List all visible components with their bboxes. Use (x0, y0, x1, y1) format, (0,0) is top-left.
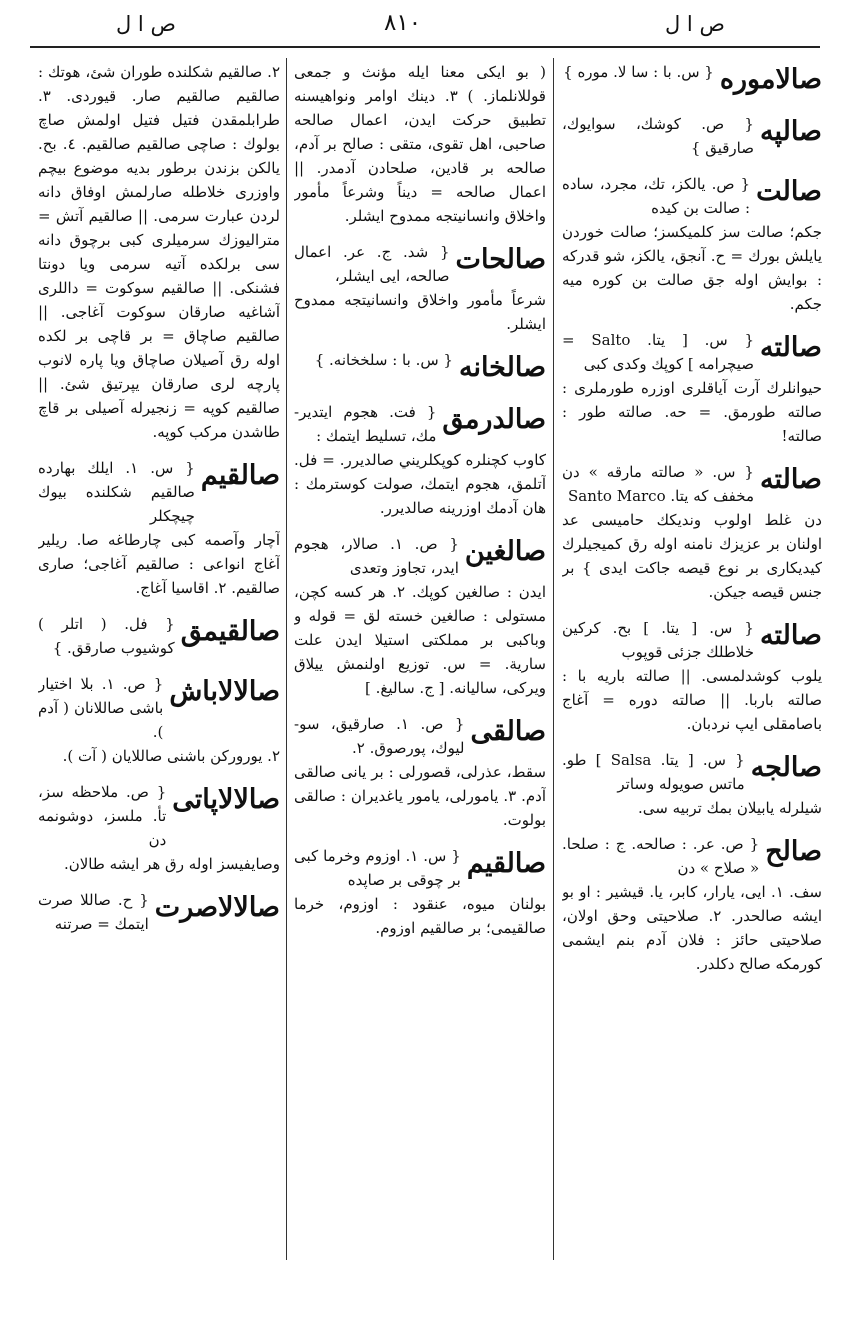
dictionary-entry (562, 112, 822, 160)
entry-continuation: سف. ١. ايى، يارار، كابر، يا. قيشير : او بو ايشه صالحدر. ٢. صلاحيتى وحق اولان، صلاحيتى حائز : فلان آدم بنم ايشمى كورمكه صالح دكلدر. (562, 883, 822, 973)
dictionary-entry (562, 616, 822, 664)
entry-headword: صالقيم (466, 848, 546, 879)
entry-definition: { ص. ١. صارقيق، سو- ليوك، پورصوق. ٢. (294, 715, 465, 757)
column-right (562, 60, 822, 1260)
entry-headword: صالته (759, 464, 822, 495)
entry-headword: صالجه (750, 752, 822, 783)
entry-headword: صالدرمق (442, 404, 546, 435)
entry-headword: صالقيمق (180, 616, 280, 647)
entry-definition: { س. ١. ايلك بهارده صالقيم شكلنده بيوك چيچكلر (38, 459, 195, 525)
entry-continuation: ايدن : صالغين كوپك. ٢. هر كسه كچن، مستولى : صالغين خسته لق = قوله و وباكبى بر مملكتى استيلا ايدن علت سارية. = س. توزيع اولنمش ييلاق ويركى، ساليانه. [ ج. ساليغ. ] (294, 583, 546, 697)
dictionary-entry (38, 456, 280, 528)
dictionary-entry (562, 60, 822, 100)
entry-definition: { ص. عر. : صالحه. ج : صلحا. « صلاح » دن (562, 835, 760, 877)
entry-definition: { ص. ١. صالار، هجوم ايدر، تجاوز وتعدى (294, 535, 459, 577)
entry-headword: صالت (756, 176, 822, 207)
entry-definition: { س. [ يتا. Salsa ] طو. ماتس صويوله وساتر (562, 751, 745, 793)
entry-definition: { ص. كوشك، سوايوك، صارقيق } (562, 115, 754, 157)
dictionary-entry (294, 844, 546, 892)
entry-definition: { س. با : سا لا. موره } (563, 63, 714, 81)
dictionary-entry (294, 712, 546, 760)
entry-continuation: بولنان ميوه، عنقود : اوزوم، خرما صالقيمى؛ بر صالقيم اوزوم. (294, 895, 546, 937)
entry-continuation: سقط، عذرلى، قصورلى : بر يانى صالقى آدم. ٣. يامورلى، يامور ياغديران : صالقى بولوت. (294, 763, 546, 829)
running-head-right: ص ا ل (665, 12, 725, 36)
dictionary-entry (38, 612, 280, 660)
running-head-left: ص ا ل (116, 12, 176, 36)
entry-headword: صالته (759, 620, 822, 651)
dictionary-entry (38, 672, 280, 744)
entry-definition: { س. با : سلخخانه. } (314, 351, 453, 369)
entry-continuation: كاوب كچنلره كوپكلريني صالديرر. = فل. آتلمق، هجوم ايتمك، صولت كوسترمك : هان آدمك اوزرينه صالديرر. (294, 451, 546, 517)
entry-headword: صالپه (759, 116, 822, 147)
column-middle (294, 60, 546, 1260)
entry-headword: صالقى (470, 716, 546, 747)
entry-definition: { س. [ يتا. Salto = صيچرامه ] كوپك وكدى كبى (562, 331, 754, 373)
entry-continuation: يلوب كوشدلمسى. || صالته باريه با : صالته باربا. || صالته دوره = آغاج باصامقلى ايپ نردبان. (562, 667, 822, 733)
dictionary-entry (294, 240, 546, 288)
dictionary-entry (562, 328, 822, 376)
dictionary-entry (562, 748, 822, 796)
entry-headword: صالالاپاتى (172, 784, 280, 815)
dictionary-entry (38, 888, 280, 936)
entry-headword: صالته (759, 332, 822, 363)
page-header (0, 0, 850, 44)
entry-continuation: شرعاً مأمور واخلاق وانسانيتجه ممدوح ايشلر. (294, 291, 546, 333)
entry-definition: { ص. يالكز، تك، مجرد، ساده : صالت بن كيده (562, 175, 751, 217)
entry-definition: { ص. ملاحظه سز، تأ. ملسز، دوشونمه دن (38, 783, 167, 849)
entry-continuation: ٢. يوروركن باشنى صاللايان ( آت ). (62, 747, 280, 765)
entry-definition: { فل. ( اتلر ) كوشيوب صارقق. } (38, 615, 175, 657)
entry-definition: { فت. هجوم ايتدير- مك، تسليط ايتمك : (294, 403, 437, 445)
entry-definition: { ح. صاللا صرت ايتمك = صرتنه (38, 891, 149, 933)
entry-headword: صالقيم (200, 460, 280, 491)
entry-continuation: ( بو ايكى معنا ايله مؤنث و جمعى قوللانلماز. ) ٣. دينك اوامر ونواهيسنه تطبيق حركت ايدن، اعمال صالحه صاحبى، اهل تقوى، متقى : صالح بر آدم، صالحه بر قادين، صلحادن آدمدر. || اعمال صالحه = ديناً وشرعاً مأمور واخلاق وانسانيتجه ممدوح ايشلر. (294, 63, 546, 225)
page-number: ۸۱۰ (384, 10, 422, 36)
entry-definition: { س. ١. اوزوم وخرما كبى بر چوقى بر صاپده (294, 847, 461, 889)
dictionary-entry (562, 172, 822, 220)
header-rule (30, 46, 820, 48)
dictionary-entry (294, 532, 546, 580)
entry-continuation: دن غلط اولوب ونديكك حاميسى عد اولنان بر عزيزك نامنه اوله رق كميجيلرك كيديكارى بر نوع قيصه جاكت ايدى } بر جنس قيصه جيكن. (562, 511, 822, 601)
column-divider (553, 58, 554, 1260)
entry-headword: صالالاباش (169, 676, 280, 707)
dictionary-entry (38, 780, 280, 852)
entry-continuation: جكم؛ صالت سز كلميكسز؛ صالت خوردن يايلش بورك = ح. آنجق، يالكز، شو قدركه : بوايش اوله جق صالت بن كوره ميه جكم. (562, 223, 822, 313)
entry-headword: صالحات (455, 244, 546, 275)
column-divider (286, 58, 287, 1260)
dictionary-entry (294, 348, 546, 388)
entry-headword: صالاموره (719, 64, 822, 95)
entry-continuation: حيوانلرك آرت آياقلرى اوزره طورملرى : صالته طورمق. = حه. صالته طور : صالته! (562, 379, 822, 445)
entry-continuation: شيلرله يابيلان بمك تربيه سى. (638, 799, 822, 817)
dictionary-entry (562, 832, 822, 880)
entry-continuation: ٢. صالقيم شكلنده طوران شئ، هوتك : صالقيم صالقيم صار. قيوردى. ٣. طرابلمقدن فتيل فتيل اولمش صاچ بولوك : صاچى صالقيم صالقيم. ٤. بح. يالكن بزندن برطور بديه موضوع بيچم واوزرى خلاطله صارلمش اوفاق دانه لردن عبارت سرمى. || صالقيم آتش = متراليوزك سرميلرى كبى برچوق دانه سى برلكده آتيه سرمى ويا دونتا فشنكى. || صالقيم سوكوت = داللرى آشاغيه صارقان سوكوت آغاجى. || صالقيم صاچاق = بر قاچى بر لكده اوله رق آصيلان صاچاق ويا پاره لانوب پارچه لرى صارقان يپرتيق شئ. || صالقيم كوپه = زنجيرله آصيلى بر قاچ طاشدن مركب كوپه. (38, 63, 280, 441)
entry-headword: صالح (765, 836, 822, 867)
entry-definition: { س. « صالته مارقه » دن مخفف كه يتا. Santo Marco (562, 463, 754, 505)
column-left (38, 60, 280, 1260)
dictionary-entry (562, 460, 822, 508)
entry-headword: صالخانه (458, 352, 546, 383)
entry-definition: { شد. ج. عر. اعمال صالحه، ايى ايشلر، (294, 243, 450, 285)
entry-definition: { س. [ يتا. ] بح. كركين خلاطلك جزئى قوپوب (562, 619, 754, 661)
entry-continuation: آچار وآصمه كبى چارطاغه صا. ريلير آغاج انواعى : صالقيم آغاجى؛ صارى صالقيم. ٢. اقاسيا آغاج. (38, 531, 280, 597)
dictionary-entry (294, 400, 546, 448)
entry-continuation: وصايفيسز اوله رق هر ايشه طالان. (63, 855, 280, 873)
entry-headword: صالغين (464, 536, 546, 567)
entry-headword: صالالاصرت (154, 892, 280, 923)
entry-definition: { ص. ١. بلا اختيار باشى صاللانان ( آدم ). (38, 675, 164, 741)
